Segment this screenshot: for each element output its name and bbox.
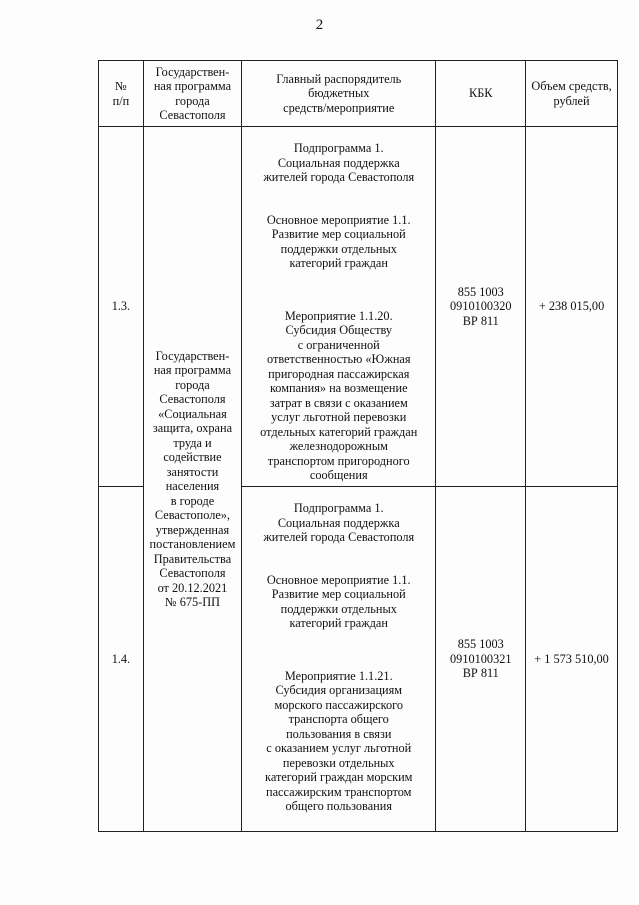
main-activity-text: Основное мероприятие 1.1. Развитие мер социальной поддержки отдельных категорий граждан [266,572,411,630]
header-program: Государствен- ная программа города Севастополя [143,61,241,127]
row-number: 1.3. [99,127,144,487]
kbk-cell: 855 1003 0910100321 ВР 811 [436,487,526,832]
table-header-row [99,61,618,127]
budget-table [98,60,618,832]
sum-cell: + 238 015,00 [526,127,618,487]
header-num: № п/п [99,61,144,127]
header-sum: Объем средств, рублей [526,61,618,127]
header-main: Главный распорядитель бюджетных средств/мероприятие [242,61,436,127]
program-text: Государствен- ная программа города Севастополя «Социальная защита, охрана труда и содействие занятости населения в городе Севастополе», утвержденная постановлением Правительства Севастополя от 20.12.2021 № 675-ПП [149,348,236,609]
subprogram-text: Подпрограмма 1. Социальная поддержка жителей города Севастополя [263,501,415,544]
row-number: 1.4. [99,487,144,832]
header-kbk: КБК [436,61,526,127]
subprogram-text: Подпрограмма 1. Социальная поддержка жителей города Севастополя [263,141,415,184]
kbk-cell: 855 1003 0910100320 ВР 811 [436,127,526,487]
sum-cell: + 1 573 510,00 [526,487,618,832]
activity-text: Мероприятие 1.1.20. Субсидия Обществу с ограниченной ответственностью «Южная пригородная пассажирская компания» на возмещение затрат в связи с оказанием услуг льготной перевозки отдельных категорий граждан железнодорожным транспортом пригородного сообщения [260,308,418,482]
page-number: 2 [315,17,324,33]
table-row [99,127,618,487]
main-activity-text: Основное мероприятие 1.1. Развитие мер социальной поддержки отдельных категорий граждан [266,212,411,270]
program-cell [143,127,241,832]
activity-text: Мероприятие 1.1.21. Субсидия организациям морского пассажирского транспорта общего пользования в связи с оказанием услуг льготной перевозки отдельных категорий граждан морским пассажирским транспортом общего пользования [265,668,413,813]
main-cell [242,487,436,832]
main-cell [242,127,436,487]
